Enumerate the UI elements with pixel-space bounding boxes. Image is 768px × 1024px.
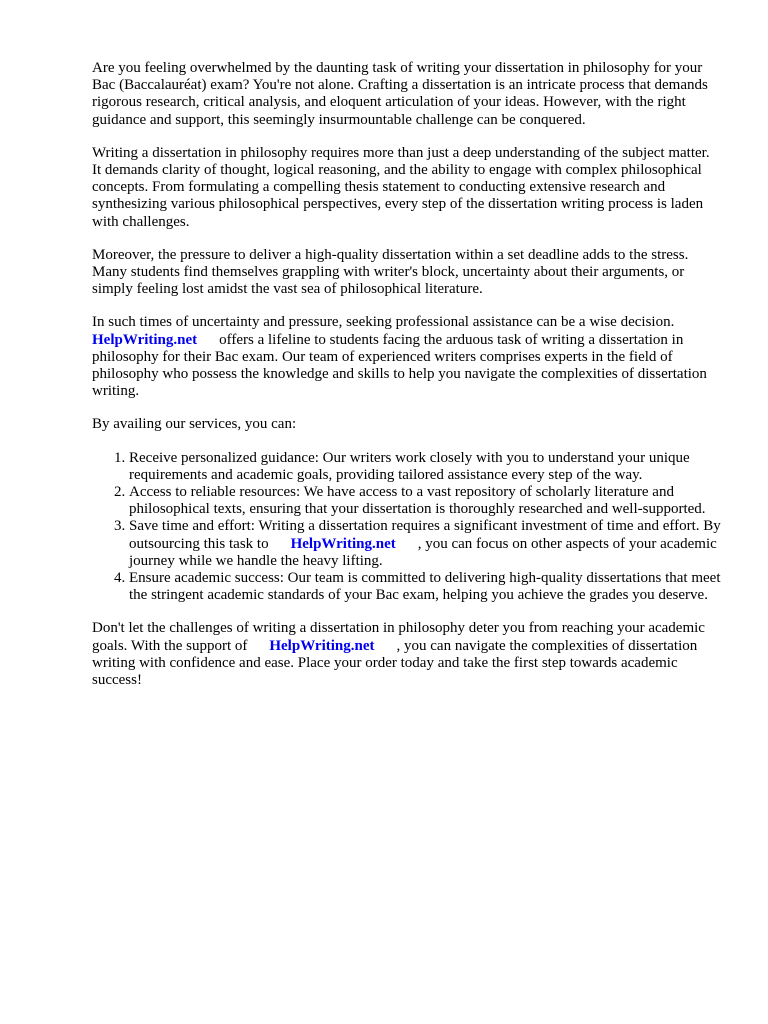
- services-intro-text: By availing our services, you can:: [92, 416, 297, 433]
- list-item-text: Ensure academic success: Our team is committed to delivering high-quality dissertations that meet the stringent academic standards of your Bac exam, helping you achieve the grades you deserve.: [129, 570, 721, 604]
- list-item-time: [129, 518, 722, 570]
- helpwriting-link-3[interactable]: HelpWriting.net: [269, 637, 375, 654]
- services-intro-paragraph: [92, 416, 722, 433]
- closing-paragraph: [92, 620, 722, 689]
- intro-paragraph: [92, 60, 722, 129]
- closing-text-after: , you can navigate the complexities of dissertation writing with confidence and ease. Place your order today and take the first step towards academic success!: [92, 637, 698, 689]
- assistance-text-after: offers a lifeline to students facing the arduous task of writing a dissertation in philosophy for their Bac exam. Our team of experienced writers comprises experts in the field of philosophy who possess the knowledge and skills to help you navigate the complexities of dissertation writing.: [92, 331, 707, 400]
- list-item-text: Access to reliable resources: We have access to a vast repository of scholarly literature and philosophical texts, ensuring that your dissertation is thoroughly researched and well-supported.: [129, 484, 706, 518]
- list-item-success: [129, 570, 722, 604]
- pressure-paragraph: [92, 247, 722, 299]
- challenges-paragraph: [92, 145, 722, 231]
- helpwriting-link-1[interactable]: HelpWriting.net: [92, 331, 198, 348]
- list-item-text-after: , you can focus on other aspects of your academic journey while we handle the heavy lifting.: [129, 535, 717, 569]
- helpwriting-link-2[interactable]: HelpWriting.net: [290, 535, 396, 552]
- assistance-paragraph: [92, 314, 722, 400]
- services-list: [92, 450, 722, 605]
- list-item-text: Receive personalized guidance: Our writers work closely with you to understand your unique requirements and academic goals, providing tailored assistance every step of the way.: [129, 449, 690, 483]
- intro-text: Are you feeling overwhelmed by the daunting task of writing your dissertation in philosophy for your Bac (Baccalauréat) exam? You're not alone. Crafting a dissertation is an intricate process that demands rigorous research, critical analysis, and eloquent articulation of your ideas. However, with the right guidance and support, this seemingly insurmountable challenge can be conquered.: [92, 60, 708, 128]
- challenges-text: Writing a dissertation in philosophy requires more than just a deep understanding of the subject matter. It demands clarity of thought, logical reasoning, and the ability to engage with complex philosophical concepts. From formulating a compelling thesis statement to conducting extensive research and synthesizing various philosophical perspectives, every step of the dissertation writing process is laden with challenges.: [92, 144, 710, 230]
- list-item-guidance: [129, 450, 722, 484]
- list-item-text-before: Save time and effort: Writing a dissertation requires a significant investment of time and effort. By outsourcing this task to: [129, 518, 721, 552]
- closing-text-before: Don't let the challenges of writing a dissertation in philosophy deter you from reaching your academic goals. With the support of: [92, 620, 705, 654]
- list-item-resources: [129, 484, 722, 518]
- document-page: [92, 60, 722, 705]
- pressure-text: Moreover, the pressure to deliver a high-quality dissertation within a set deadline adds to the stress. Many students find themselves grappling with writer's block, uncertainty about their arguments, or simply feeling lost amidst the vast sea of philosophical literature.: [92, 246, 689, 298]
- assistance-text-before: In such times of uncertainty and pressure, seeking professional assistance can be a wise decision.: [92, 314, 675, 331]
